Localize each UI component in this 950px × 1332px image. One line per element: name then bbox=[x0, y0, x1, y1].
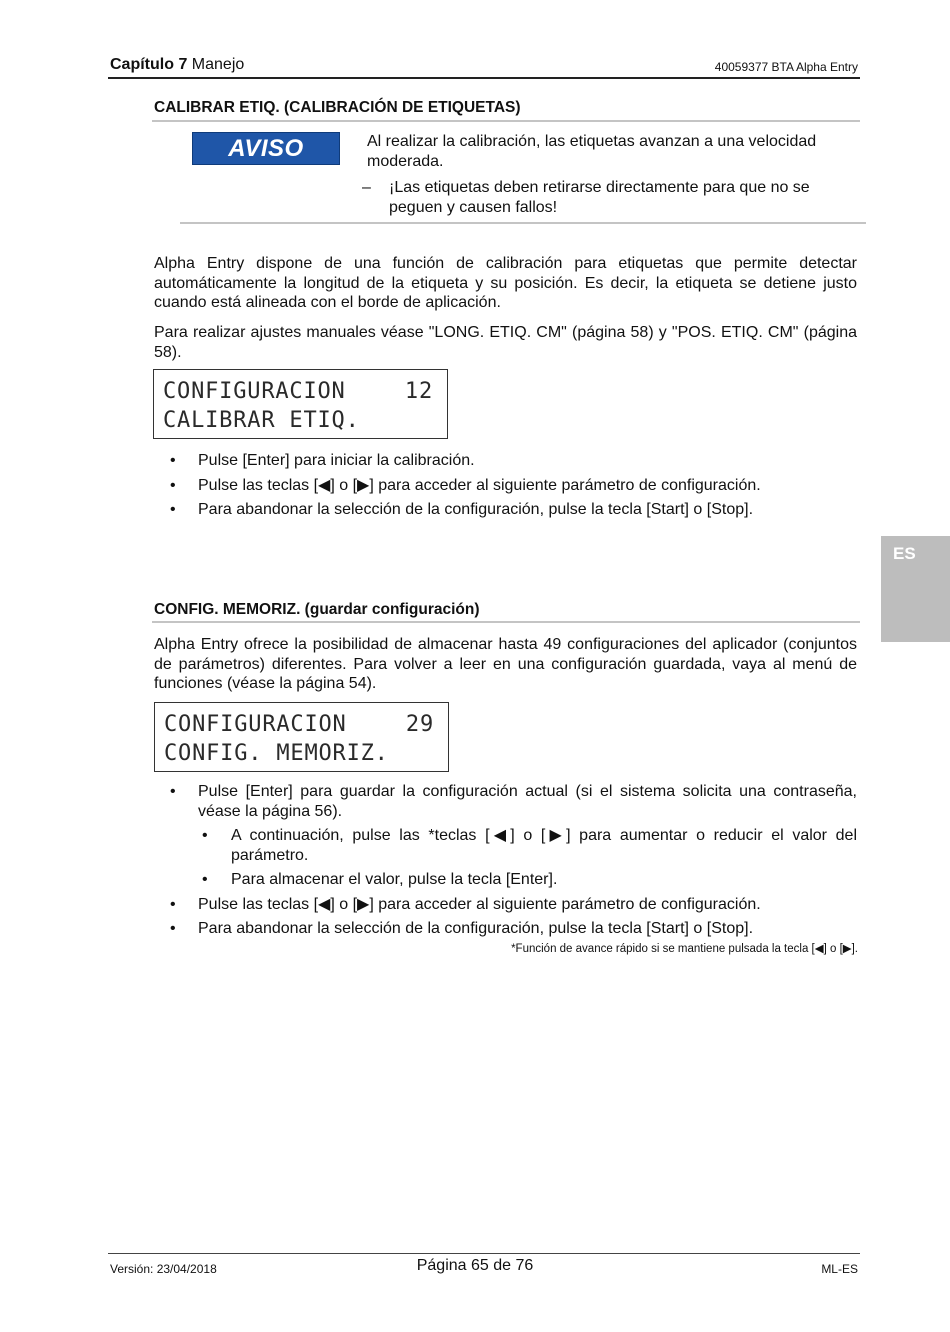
list-item bbox=[154, 782, 857, 821]
language-tab: ES bbox=[881, 536, 950, 642]
bullet-list-calibrar bbox=[154, 451, 857, 520]
bullet-marker: • bbox=[170, 920, 176, 937]
notice-label: AVISO bbox=[192, 132, 340, 165]
list-item-text: Pulse las teclas [◀] o [▶] para acceder al siguiente parámetro de configuración. bbox=[198, 476, 761, 494]
page-number: Página 65 de 76 bbox=[416, 1257, 534, 1274]
list-item bbox=[154, 500, 857, 520]
bullet-marker: • bbox=[202, 827, 208, 844]
list-item-text: Para almacenar el valor, pulse la tecla [Enter]. bbox=[231, 871, 558, 888]
bullet-marker: • bbox=[170, 895, 176, 913]
lcd-line-2 bbox=[163, 408, 433, 433]
footer-divider bbox=[108, 1253, 860, 1254]
paragraph-manual-adjust: Para realizar ajustes manuales véase "LONG. ETIQ. CM" (página 58) y "POS. ETIQ. CM" (página 58). bbox=[154, 324, 857, 361]
chapter-name: Manejo bbox=[187, 56, 245, 73]
list-item bbox=[154, 895, 857, 915]
document-id: 40059377 BTA Alpha Entry bbox=[714, 60, 858, 74]
list-item bbox=[154, 476, 857, 496]
lcd-menu-number: 29 bbox=[405, 712, 434, 737]
bullet-marker: • bbox=[170, 501, 176, 518]
lcd-line-1 bbox=[163, 379, 433, 404]
version-date: Versión: 23/04/2018 bbox=[110, 1262, 217, 1276]
sub-list-item bbox=[198, 826, 857, 865]
lcd-display-calibrar bbox=[153, 369, 448, 439]
lcd-line-1 bbox=[164, 712, 434, 737]
sub-list-item bbox=[198, 870, 857, 890]
notice-item bbox=[362, 178, 857, 218]
list-item bbox=[154, 919, 857, 939]
list-item-text: A continuación, pulse las *teclas [◀] o [▶] para aumentar o reducir el valor del parámetro. bbox=[231, 827, 857, 864]
section-title-memoriz: CONFIG. MEMORIZ. (guardar configuración) bbox=[154, 601, 480, 618]
list-item-text: Pulse las teclas [◀] o [▶] para acceder al siguiente parámetro de configuración. bbox=[198, 895, 761, 913]
bullet-list-memoriz bbox=[154, 782, 857, 939]
lcd-parameter-name: CALIBRAR ETIQ. bbox=[163, 408, 360, 433]
lcd-menu-number: 12 bbox=[404, 379, 433, 404]
bullet-marker: • bbox=[170, 783, 176, 800]
header-divider bbox=[108, 77, 860, 79]
notice-item-text: ¡Las etiquetas deben retirarse directamente para que no se peguen y causen fallos! bbox=[389, 179, 810, 216]
bullet-marker: • bbox=[202, 871, 208, 888]
list-item-text: Para abandonar la selección de la configuración, pulse la tecla [Start] o [Stop]. bbox=[198, 501, 754, 518]
lcd-display-memoriz bbox=[154, 702, 449, 772]
language-code: ML-ES bbox=[821, 1262, 858, 1276]
paragraph-memoriz-intro: Alpha Entry ofrece la posibilidad de almacenar hasta 49 configuraciones del aplicador (conjuntos de parámetros) diferentes. Para volver a leer en una configuración guardada, vaya al menú de funciones (véase la página 54). bbox=[154, 636, 857, 692]
bullet-marker: • bbox=[170, 476, 176, 494]
notice-divider bbox=[180, 222, 866, 224]
list-item-text: Pulse [Enter] para guardar la configuración actual (si el sistema solicita una contraseña, véase la página 56). bbox=[198, 783, 857, 820]
dash-marker: – bbox=[362, 179, 371, 196]
notice-text: Al realizar la calibración, las etiquetas avanzan a una velocidad moderada. bbox=[367, 133, 817, 170]
lcd-parameter-name: CONFIG. MEMORIZ. bbox=[164, 741, 389, 766]
list-item-text: Pulse [Enter] para iniciar la calibración. bbox=[198, 452, 475, 469]
chapter-number: Capítulo 7 bbox=[110, 56, 188, 73]
lcd-line-2 bbox=[164, 741, 434, 766]
paragraph-calibration-intro: Alpha Entry dispone de una función de calibración para etiquetas que permite detectar automáticamente la longitud de la etiqueta y su posición. Es decir, la etiqueta se detiene justo cuando está alineada con el borde de aplicación. bbox=[154, 255, 857, 311]
section-divider bbox=[152, 621, 860, 623]
footnote: *Función de avance rápido si se mantiene pulsada la tecla [◀] o [▶]. bbox=[511, 943, 858, 955]
chapter-heading bbox=[110, 56, 244, 74]
lcd-menu-name: CONFIGURACION bbox=[164, 712, 347, 737]
list-item-text: Para abandonar la selección de la configuración, pulse la tecla [Start] o [Stop]. bbox=[198, 920, 754, 937]
section-title-calibrar: CALIBRAR ETIQ. (CALIBRACIÓN DE ETIQUETAS) bbox=[154, 99, 521, 116]
list-item bbox=[154, 451, 857, 471]
section-divider bbox=[152, 120, 860, 122]
bullet-marker: • bbox=[170, 452, 176, 469]
lcd-menu-name: CONFIGURACION bbox=[163, 379, 346, 404]
